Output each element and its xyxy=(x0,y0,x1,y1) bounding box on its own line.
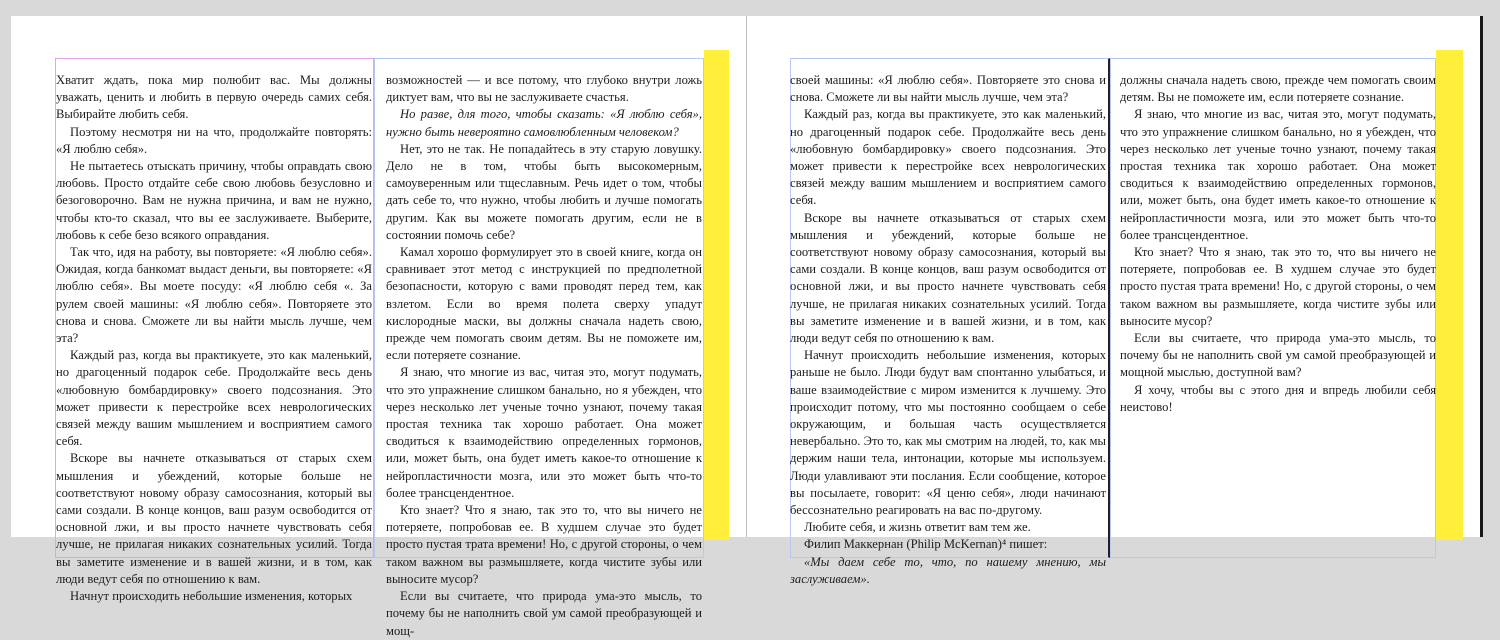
page-shadow xyxy=(1480,16,1483,537)
left-column-1 xyxy=(56,72,372,605)
paragraph: Вскоре вы начнете отказываться от старых схем мышления и убеждений, которые больше не соответствуют новому образу самосознания, который вы сами создали. В конце концов, ваш разум освободится от основной лжи, и вы просто начнете чувствовать себя лучше, не прилагая никаких сознательных усилий. Тогда вы заметите изменение и в вашей жизни, и в том, как люди ведут себя по отношению к вам. xyxy=(56,451,372,586)
paragraph: Если вы считаете, что природа ума-это мысль, то почему бы не наполнить свой ум самой преобразующей и мощной мыслью, доступной вам? xyxy=(1120,331,1436,380)
paragraph: Каждый раз, когда вы практикуете, это как маленький, но драгоценный подарок себе. Продолжайте весь день «любовную бомбардировку» своего подсознания. Это может привести к перестройке всех неврологических связей между вашим мышлением и восприятием самого себя. xyxy=(56,348,372,449)
paragraph: Я знаю, что многие из вас, читая это, могут подумать, что это упражнение слишком банально, но я убежден, что через несколько лет ученые точно узнают, почему такая простая техника так хорошо работает. Она может сводиться к взаимодействию определенных гормонов, или, может быть, она будет иметь какое-то отношение к нейропластичности мозга, или это может быть что-то более трансцендентное. xyxy=(1120,107,1436,242)
right-page xyxy=(747,16,1480,586)
paragraph: «Мы даем себе то, что, по нашему мнению, мы заслуживаем». xyxy=(790,554,1106,586)
paragraph: Любите себя, и жизнь ответит вам тем же. xyxy=(804,520,1031,535)
paragraph: Камал хорошо формулирует это в своей книге, когда он сравнивает этот метод с инструкцией по предполетной безопасности, которую с вами проводят перед тем, как взлетом. Если во время полета сверху упадут кислородные маски, вы должны сначала надеть свою, прежде чем помогать своим детям. Вы не поможете им, если потеряете сознание. xyxy=(386,245,702,363)
paragraph: должны сначала надеть свою, прежде чем помогать своим детям. Вы не поможете им, если потеряете сознание. xyxy=(1120,73,1436,105)
paragraph: Хватит ждать, пока мир полюбит вас. Мы должны уважать, ценить и любить в первую очередь самих себя. Выбирайте любить себя. xyxy=(56,73,372,122)
paragraph: возможностей — и все потому, что глубоко внутри ложь диктует вам, что вы не заслуживаете счастья. xyxy=(386,73,702,105)
highlight-bar-left xyxy=(704,50,729,540)
paragraph: Филип Маккернан (Philip McKernan)⁴ пишет: xyxy=(804,537,1048,552)
paragraph: Кто знает? Что я знаю, так это то, что вы ничего не потеряете, попробовав ее. В худшем случае это будет просто пустая трата времени! Но, с другой стороны, о чем таком важном вы размышляете, когда чистите зубы или выносите мусор? xyxy=(386,503,702,586)
left-column-2 xyxy=(386,72,702,640)
paragraph: Я знаю, что многие из вас, читая это, могут подумать, что это упражнение слишком банально, но я убежден, что через несколько лет ученые точно узнают, почему такая простая техника так хорошо работает. Она может сводиться к взаимодействию определенных гормонов, или, может быть, она будет иметь какое-то отношение к нейропластичности мозга, или это может быть что-то более трансцендентное. xyxy=(386,365,702,500)
paragraph: Если вы считаете, что природа ума-это мысль, то почему бы не наполнить свой ум самой преобразующей и мощ- xyxy=(386,589,702,638)
paragraph: своей машины: «Я люблю себя». Повторяете это снова и снова. Сможете ли вы найти мысль лучше, чем эта? xyxy=(790,73,1106,105)
paragraph: Так что, идя на работу, вы повторяете: «Я люблю себя». Ожидая, когда банкомат выдаст деньги, вы повторяете: «Я люблю себя». Вы моете посуду: «Я люблю себя «. За рулем своей машины: «Я люблю себя». Повторяете это снова и снова. Сможете ли вы найти мысль лучше, чем эта? xyxy=(56,245,372,346)
paragraph: Я хочу, чтобы вы с этого дня и впредь любили себя неистово! xyxy=(1120,382,1436,414)
paragraph: Не пытаетесь отыскать причину, чтобы оправдать свою любовь. Просто отдайте себе свою любовь безусловно и безоговорочно. Вам не нужна причина, и вам не нужно, чтобы кто-то сказал, что вы ее заслуживаете. Выберите, любовь к себе безо всякого оправдания. xyxy=(56,159,372,242)
paragraph: Начнут происходить небольшие изменения, которых xyxy=(70,589,353,604)
paragraph: Нет, это не так. Не попадайтесь в эту старую ловушку. Дело не в том, чтобы быть высокомерным, самоуверенным или тщеславным. Речь идет о том, чтобы дать себе то, что нужно, чтобы любить и лучше помогать другим. Как вы можете помогать другим, если не в состоянии помочь себе? xyxy=(386,141,702,242)
paragraph: Каждый раз, когда вы практикуете, это как маленький, но драгоценный подарок себе. Продолжайте весь день «любовную бомбардировку» своего подсознания. Это может привести к перестройке всех неврологических связей между вашим мышлением и восприятием самого себя. xyxy=(790,107,1106,208)
paragraph: Поэтому несмотря ни на что, продолжайте повторять: «Я люблю себя». xyxy=(56,124,372,156)
paragraph: Но разве, для того, чтобы сказать: «Я люблю себя», нужно быть невероятно самовлюбленным человеком? xyxy=(386,107,702,139)
right-column-1 xyxy=(790,72,1106,588)
left-page xyxy=(11,16,747,638)
paragraph: Вскоре вы начнете отказываться от старых схем мышления и убеждений, которые больше не соответствуют новому образу самосознания, который вы сами создали. В конце концов, ваш разум освободится от основной лжи, и вы просто начнете чувствовать себя лучше, не прилагая никаких сознательных усилий. Тогда вы заметите изменение и в вашей жизни, и в том, как люди ведут себя по отношению к вам. xyxy=(790,210,1106,346)
paragraph: Кто знает? Что я знаю, так это то, что вы ничего не потеряете, попробовав ее. В худшем случае это будет просто пустая трата времени! Но, с другой стороны, о чем таком важном вы размышляете, когда чистите зубы или выносите мусор? xyxy=(1120,245,1436,328)
right-column-2 xyxy=(1120,72,1436,416)
highlight-bar-right xyxy=(1436,50,1463,540)
paragraph: Начнут происходить небольшие изменения, которых раньше не было. Люди будут вам спонтанно улыбаться, и ваше взаимодействие с миром изменится к лучшему. Это происходит потому, что мы постоянно сообщаем о себе окружающим, и большая часть осуществляется невербально. Это то, как мы смотрим на людей, то, как мы держим наши тела, интонации, которые мы используем. Люди улавливают эти послания. Если сообщение, которое вы посылаете, говорит: «Я ценю себя», люди начинают бессознательно реагировать на вас по-другому. xyxy=(790,348,1106,518)
